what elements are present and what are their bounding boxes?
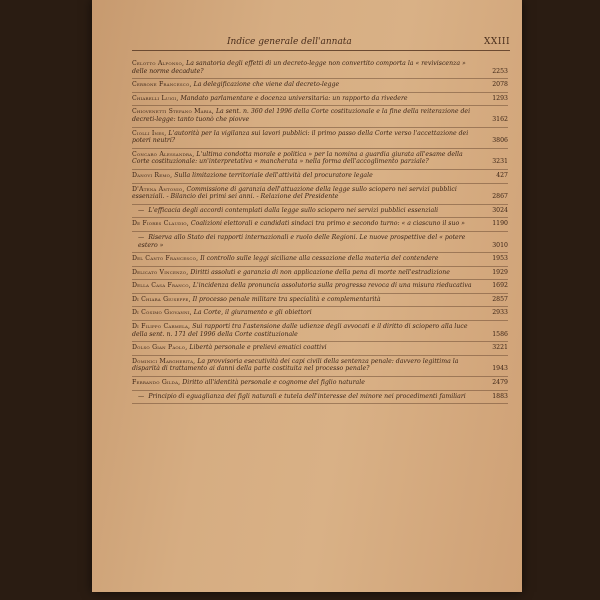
entry-title: Mandato parlamentare e docenza universitaria: un rapporto da rivedere bbox=[180, 94, 408, 102]
entry-page-number: 1883 bbox=[492, 392, 508, 400]
index-entry bbox=[132, 294, 508, 308]
index-entry bbox=[132, 342, 508, 356]
entry-author: Ciolli Ines, bbox=[132, 129, 167, 137]
entry-body bbox=[132, 81, 508, 89]
entry-body bbox=[132, 186, 508, 201]
entry-page-number: 1692 bbox=[492, 282, 508, 290]
entry-body bbox=[132, 220, 508, 228]
entry-author: — bbox=[138, 392, 145, 400]
entry-author: Danovi Remo, bbox=[132, 171, 173, 179]
entry-page-number: 1190 bbox=[492, 220, 508, 228]
entry-page-number: 3231 bbox=[492, 158, 508, 166]
entry-title: Commissione di garanzia dell'attuazione della legge sullo sciopero nei servizi pubblici essenziali. - Bilancio dei primi sei anni. - Relazione del Presidente bbox=[132, 185, 457, 201]
entry-page-number: 1953 bbox=[492, 255, 508, 263]
entry-author: — bbox=[138, 206, 145, 214]
entry-title: La Corte, il giuramento e gli obiettori bbox=[193, 309, 312, 317]
entry-page-number: 3024 bbox=[492, 206, 508, 214]
index-entry bbox=[132, 205, 508, 219]
index-entry bbox=[132, 391, 508, 405]
entry-author: Di Cosimo Giovanni, bbox=[132, 309, 192, 317]
index-entry bbox=[132, 218, 508, 232]
index-entry bbox=[132, 149, 508, 170]
entry-author: — bbox=[138, 233, 145, 241]
entry-body bbox=[132, 309, 508, 317]
entry-body bbox=[132, 95, 508, 103]
entry-title: Diritti assoluti e garanzia di non applicazione della pena di morte nell'estradizione bbox=[190, 268, 450, 276]
entry-body bbox=[132, 269, 508, 277]
entry-body bbox=[132, 108, 508, 123]
entry-title: Principio di eguaglianza dei figli naturali e tutela dell'interesse del minore nei procedimenti familiari bbox=[148, 392, 466, 400]
entry-author: Di Chiara Giuseppe, bbox=[132, 295, 191, 303]
entry-page-number: 1586 bbox=[492, 330, 508, 338]
entry-title: L'efficacia degli accordi contemplati dalla legge sullo sciopero nei servizi pubblici essenziali bbox=[148, 206, 439, 214]
header-rule bbox=[132, 50, 510, 51]
entry-title: La delegificazione che viene dal decreto-legge bbox=[193, 81, 340, 89]
entry-author: Chiovenetti Stefano Maria, bbox=[132, 108, 214, 116]
entry-author: Concaro Alessandra, bbox=[132, 150, 195, 158]
index-entry bbox=[132, 79, 508, 93]
entry-page-number: 3010 bbox=[492, 241, 508, 249]
entry-author: Della Casa Franco, bbox=[132, 282, 191, 290]
entry-body bbox=[132, 344, 508, 352]
entry-title: Coalizioni elettorali e candidati sindaci tra primo e secondo turno: « a ciascuno il suo » bbox=[190, 220, 465, 228]
entry-author: D'Atena Antonio, bbox=[132, 185, 185, 193]
entry-title: La provvisoria esecutività dei capi civili della sentenza penale: davvero legittima la disparità di trattamento ai danni della parte costituita nel processo penale? bbox=[132, 357, 459, 373]
index-entry bbox=[132, 321, 508, 342]
index-entry bbox=[132, 170, 508, 184]
entry-page-number: 3221 bbox=[492, 344, 508, 352]
entry-body bbox=[132, 296, 508, 304]
entry-title: La sanatoria degli effetti di un decreto-legge non convertito comporta la « reviviscenza » delle norme decadute? bbox=[132, 60, 466, 75]
index-entry bbox=[132, 128, 508, 149]
entry-page-number: 3806 bbox=[492, 137, 508, 145]
entry-title: Il controllo sulle leggi siciliane alla cessazione della materia del contendere bbox=[200, 255, 439, 263]
index-entry bbox=[132, 93, 508, 107]
book-page bbox=[92, 0, 522, 592]
entry-body bbox=[132, 255, 508, 263]
entry-page-number: 1293 bbox=[492, 94, 508, 102]
entry-author: Cerrone Francesco, bbox=[132, 81, 192, 89]
entry-body bbox=[132, 60, 508, 75]
entry-page-number: 427 bbox=[496, 171, 508, 179]
entry-page-number: 2867 bbox=[492, 193, 508, 201]
entry-page-number: 1943 bbox=[492, 365, 508, 373]
page-number: XXIII bbox=[484, 37, 510, 47]
index-entries bbox=[132, 58, 508, 404]
entry-body bbox=[132, 358, 508, 373]
entry-page-number: 2933 bbox=[492, 309, 508, 317]
entry-page-number: 3162 bbox=[492, 115, 508, 123]
index-entry bbox=[132, 267, 508, 281]
index-entry bbox=[132, 377, 508, 391]
entry-title: L'incidenza della pronuncia assolutoria sulla progressa revoca di una misura rieducativa bbox=[192, 282, 472, 290]
entry-author: De Fiores Claudio, bbox=[132, 220, 189, 228]
entry-author: Celotto Alfonso, bbox=[132, 60, 185, 67]
entry-author: Dominici Margherita, bbox=[132, 357, 196, 365]
entry-title: Sulla limitazione territoriale dell'attività del procuratore legale bbox=[174, 171, 373, 179]
entry-title: Riserva allo Stato dei rapporti internazionali e ruolo delle Regioni. Le nuove prospettive del « potere estero » bbox=[138, 233, 466, 249]
entry-author: Del Canto Francesco, bbox=[132, 255, 199, 263]
running-title: Indice generale dell'annata bbox=[227, 37, 352, 47]
index-entry bbox=[132, 106, 508, 127]
entry-body bbox=[132, 234, 508, 249]
entry-title: Libertà personale e prelievi ematici coattivi bbox=[189, 344, 327, 352]
entry-page-number: 2479 bbox=[492, 379, 508, 387]
index-entry bbox=[132, 232, 508, 253]
index-entry bbox=[132, 356, 508, 377]
entry-body bbox=[132, 323, 508, 338]
entry-body bbox=[132, 393, 508, 401]
index-entry bbox=[132, 307, 508, 321]
entry-page-number: 2078 bbox=[492, 81, 508, 89]
entry-title: L'ultima condotta morale e politica » per la nomina a guardia giurata all'esame della Corte costituzionale: un'interpretativa « mancherata » nella forma dell'accoglimento parziale? bbox=[132, 150, 463, 166]
entry-title: Diritto all'identità personale e cognome del figlio naturale bbox=[182, 379, 365, 387]
entry-page-number: 2857 bbox=[492, 295, 508, 303]
entry-body bbox=[132, 130, 508, 145]
entry-body bbox=[132, 172, 508, 180]
entry-body bbox=[132, 282, 508, 290]
index-entry bbox=[132, 184, 508, 205]
entry-title: Il processo penale militare tra specialità e complementarità bbox=[192, 295, 381, 303]
entry-author: Di Filippo Carmela, bbox=[132, 323, 191, 331]
entry-title: La sent. n. 360 del 1996 della Corte costituzionale e la fine della reiterazione dei decreti-legge: tanto tuonò che piovve bbox=[132, 108, 471, 123]
entry-body bbox=[132, 151, 508, 166]
index-entry bbox=[132, 58, 508, 79]
entry-body bbox=[132, 207, 508, 215]
entry-author: Dolso Gian Paolo, bbox=[132, 344, 188, 352]
entry-title: Sui rapporti tra l'astensione dalle udienze degli avvocati e il diritto di sciopero alla luce della sent. n. 171 del 1996 della Corte costituzionale bbox=[132, 323, 468, 338]
entry-body bbox=[132, 379, 508, 387]
entry-page-number: 1929 bbox=[492, 268, 508, 276]
index-entry bbox=[132, 253, 508, 267]
entry-author: Ferrando Gilda, bbox=[132, 379, 181, 387]
entry-page-number: 2253 bbox=[492, 67, 508, 75]
entry-author: Delicato Vincenzo, bbox=[132, 268, 189, 276]
entry-author: Chiarelli Luigi, bbox=[132, 94, 179, 102]
entry-title: L'autorità per la vigilanza sui lavori pubblici: il primo passo della Corte verso l'accettazione dei poteri neutri? bbox=[132, 129, 469, 145]
index-entry bbox=[132, 280, 508, 294]
